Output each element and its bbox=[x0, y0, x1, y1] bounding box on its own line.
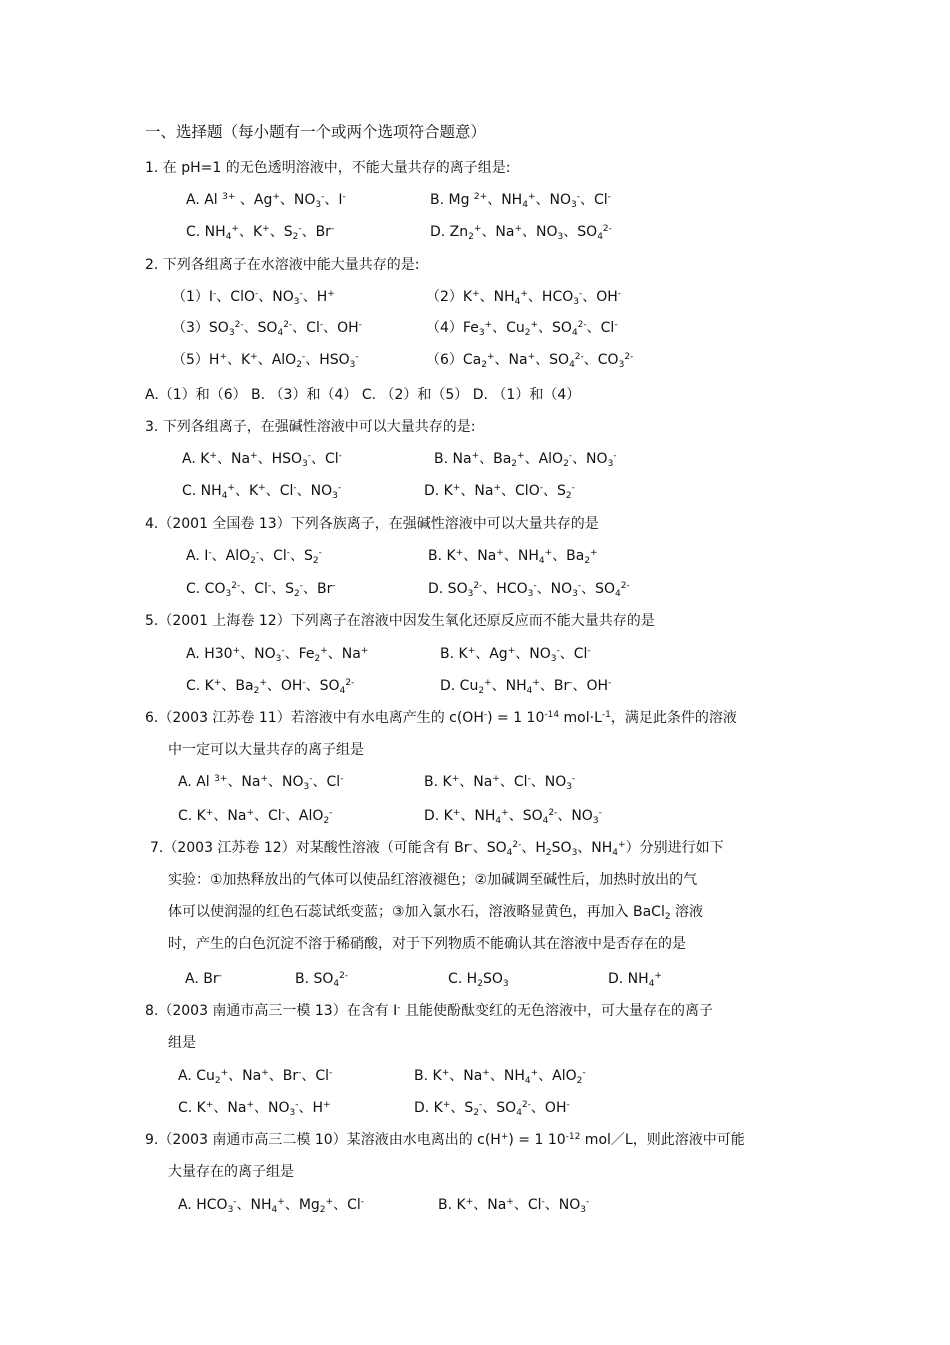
q6-stem-line-1: 6.（2003 江苏卷 11）若溶液中有水电离产生的 c(OH-) = 1 $10^{-14}$ $mol\cdot L^{-1}$，满足此条件的溶液 bbox=[145, 710, 737, 726]
q2-item-5: （5）H+、K+、AlO$_2$-、$HSO_3^-$ bbox=[172, 352, 359, 370]
q6-option-c: C. K+、Na+、Cl-、AlO$_2$- bbox=[178, 808, 333, 826]
q4-option-c: C. $CO_3^{2-}$、Cl-、$S_2^-$、Br- bbox=[186, 581, 336, 599]
q8-stem-line-1: 8.（2003 南通市高三一模 13）在含有 I- 且能使酚酞变红的无色溶液中，可大量存在的离子 bbox=[145, 1003, 713, 1019]
q7-option-c: C. $H_2SO_3$ bbox=[448, 971, 509, 989]
q1-option-c: C. $NH_4^+$、K+、$S_2^-$、Br- bbox=[186, 224, 335, 242]
q6-option-b: B. K+、Na+、Cl-、$NO_3^-$ bbox=[424, 774, 576, 792]
q7-stem-line-4: 时，产生的白色沉淀不溶于稀硝酸，对于下列物质不能确认其在溶液中是否存在的是 bbox=[168, 936, 686, 952]
q3-option-d: D. K+、Na+、ClO-、$S_2^-$ bbox=[424, 483, 575, 501]
q1-stem: 1. 在 pH=1 的无色透明溶液中，不能大量共存的离子组是: bbox=[145, 160, 511, 176]
q9-stem-line-1: 9.（2003 南通市高三二模 10）某溶液由水电离出的 c(H+) = 1 $10^{-12}$ mol／L，则此溶液中可能 bbox=[145, 1132, 745, 1148]
q9-option-a: A. $HCO_3^-$、$NH_4^+$、$Mg_2^+$、Cl- bbox=[178, 1197, 364, 1215]
q7-option-b: B. $SO_4^{2-}$ bbox=[295, 971, 349, 989]
q2-item-3: $(3)SO_3^{2-}$、$SO_4^{2-}$、Cl-、OH- bbox=[172, 320, 362, 338]
q7-stem-line-1: 7.（2003 江苏卷 12）对某酸性溶液（可能含有 Br-、$SO_4^{2-}$、$H_2SO_3$、$NH_4^+$）分别进行如下 bbox=[150, 840, 724, 858]
q7-option-a: A. Br- bbox=[185, 971, 222, 987]
q2-options: A.（1）和（6） B. （3）和（4） C. （2）和（5） D. （1）和（4） bbox=[145, 387, 581, 403]
q2-item-6: $(6)Ca_2^+$、Na+、$SO_4^{2-}$、$CO_3^{2-}$ bbox=[426, 352, 634, 370]
q5-option-c: C. K+、$Ba_2^+$、OH-、$SO_4^{2-}$ bbox=[186, 678, 355, 696]
q2-stem: 2. 下列各组离子在水溶液中能大量共存的是: bbox=[145, 257, 420, 273]
section-title: 一、选择题（每小题有一个或两个选项符合题意） bbox=[145, 123, 487, 141]
q8-option-a: A. $Cu_2^+$、Na+、Br-、Cl- bbox=[178, 1068, 333, 1086]
q1-option-a: A. Al $^{3+}$ 、Ag+、$NO_3^-$、I- bbox=[186, 192, 346, 210]
q7-stem-line-2: 实验：①加热释放出的气体可以使品红溶液褪色；②加碱调至碱性后，加热时放出的气 bbox=[168, 872, 698, 888]
q5-option-a: A. H30+、$NO_3^-$、$Fe_2^+$、Na+ bbox=[186, 646, 369, 664]
q5-option-d: D. $Cu_2^+$、$NH_4^+$、Br-、OH- bbox=[440, 678, 612, 696]
q5-option-b: B. K+、Ag+、$NO_3^-$、Cl- bbox=[440, 646, 591, 664]
q5-stem: 5.（2001 上海卷 12）下列离子在溶液中因发生氧化还原反应而不能大量共存的是 bbox=[145, 613, 655, 629]
q4-option-b: B. K+、Na+、$NH_4^+$、$Ba_2^+$ bbox=[428, 548, 598, 566]
q8-option-b: B. K+、Na+、$NH_4^+$、AlO$_2$- bbox=[414, 1068, 586, 1086]
q4-option-a: A. I-、AlO$_2$-、Cl-、$S_2^-$ bbox=[186, 548, 322, 566]
q2-item-4: $(4)Fe_3^+$、$Cu_2^+$、$SO_4^{2-}$、Cl- bbox=[426, 320, 618, 338]
q2-item-2: （2）K+、$NH_4^+$、$HCO_3^-$、OH- bbox=[426, 289, 622, 307]
q4-option-d: D. $SO_3^{2-}$、$HCO_3^-$、$NO_3^-$、$SO_4^{2-}$ bbox=[428, 581, 630, 599]
q9-stem-line-2: 大量存在的离子组是 bbox=[168, 1164, 294, 1180]
q2-item-1: （1）I-、ClO-、$NO_3^-$、H+ bbox=[172, 289, 335, 307]
q9-option-b: B. K+、Na+、Cl-、$NO_3^-$ bbox=[438, 1197, 590, 1215]
q8-stem-line-2: 组是 bbox=[168, 1035, 196, 1051]
q8-option-c: C. K+、Na+、$NO_3^-$、H+ bbox=[178, 1100, 331, 1118]
q4-stem: 4.（2001 全国卷 13）下列各族离子，在强碱性溶液中可以大量共存的是 bbox=[145, 516, 599, 532]
q7-stem-line-3: 体可以使润湿的红色石蕊试纸变蓝；③加入氯水石，溶液略显黄色，再加入 BaCl$_2$ 溶液 bbox=[168, 904, 704, 922]
q3-stem: 3. 下列各组离子，在强碱性溶液中可以大量共存的是: bbox=[145, 419, 476, 435]
q6-option-d: D. K+、$NH_4^+$、$SO_4^{2-}$、$NO_3^-$ bbox=[424, 808, 602, 826]
q6-stem-line-2: 中一定可以大量共存的离子组是 bbox=[168, 742, 364, 758]
q1-option-d: D. $Zn_2^+$、Na+、$NO_3$、$SO_4^{2-}$ bbox=[430, 224, 612, 242]
q7-option-d: D. $NH_4^+$ bbox=[608, 971, 662, 989]
q3-option-a: A. K+、Na+、$HSO_3^-$、Cl- bbox=[182, 451, 342, 469]
q3-option-c: C. $NH_4^+$、K+、Cl-、$NO_3^-$ bbox=[182, 483, 342, 501]
q8-option-d: D. K+、$S_2^-$、$SO_4^{2-}$、OH- bbox=[414, 1100, 570, 1118]
q3-option-b: B. Na+、$Ba_2^+$、AlO$_2$-、$NO_3^-$ bbox=[434, 451, 617, 469]
q6-option-a: A. Al $^{3+}$、Na+、$NO_3^-$、Cl- bbox=[178, 774, 344, 792]
q1-option-b: B. Mg $^{2+}$、$NH_4^+$、$NO_3^-$、Cl- bbox=[430, 192, 611, 210]
